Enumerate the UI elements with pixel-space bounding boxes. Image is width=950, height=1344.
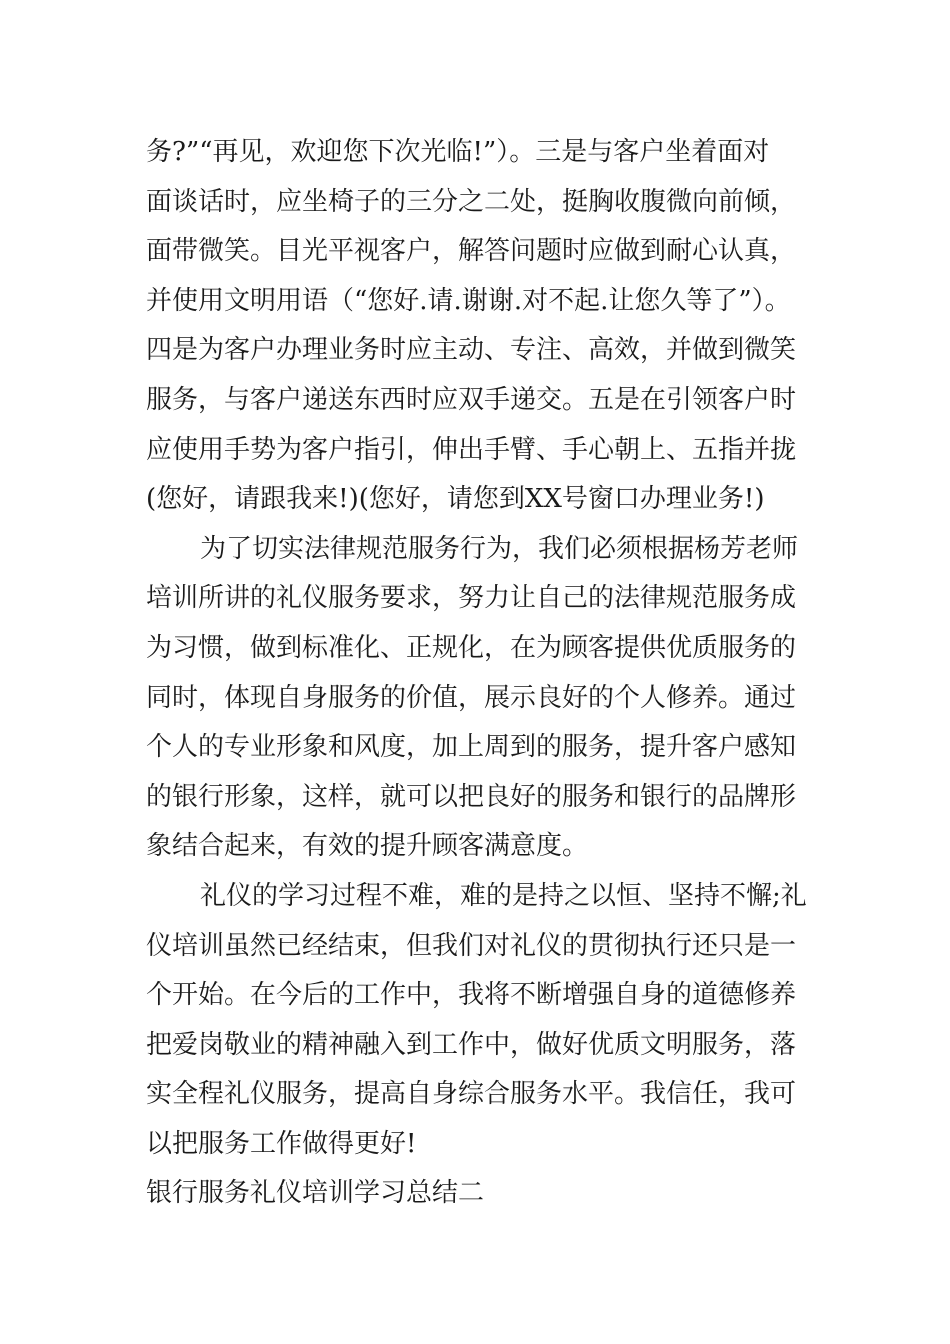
text-line: 并使用文明用语（“您好.请.谢谢.对不起.让您久等了”）。 [146, 285, 791, 316]
paragraph-3 [146, 872, 826, 1170]
text-line: 四是为客户办理业务时应主动、专注、高效，并做到微笑 [146, 335, 797, 366]
text-line: 面带微笑。目光平视客户，解答问题时应做到耐心认真， [146, 236, 797, 267]
paragraph-1 [146, 128, 826, 525]
text-line: 面谈话时，应坐椅子的三分之二处，挺胸收腹微向前倾， [146, 186, 797, 217]
text-line: 服务，与客户递送东西时应双手递交。五是在引领客户时 [146, 384, 797, 415]
section-title: 银行服务礼仪培训学习总结二 [146, 1178, 485, 1209]
paragraph-2 [146, 525, 826, 872]
text-line: 培训所讲的礼仪服务要求，努力让自己的法律规范服务成 [146, 583, 797, 614]
text-line: 以把服务工作做得更好! [146, 1128, 417, 1159]
text-line: 的银行形象，这样，就可以把良好的服务和银行的品牌形 [146, 781, 797, 812]
text-line: 为习惯，做到标准化、正规化，在为顾客提供优质服务的 [146, 632, 797, 663]
text-line: 实全程礼仪服务，提高自身综合服务水平。我信任，我可 [146, 1079, 797, 1110]
text-line: 把爱岗敬业的精神融入到工作中，做好优质文明服务，落 [146, 1029, 797, 1060]
text-line: 礼仪的学习过程不难，难的是持之以恒、坚持不懈;礼 [200, 880, 807, 911]
text-line: 务?”“再见，欢迎您下次光临!”）。三是与客户坐着面对 [146, 137, 770, 167]
document-body [146, 128, 826, 1219]
text-line: 为了切实法律规范服务行为，我们必须根据杨芳老师 [200, 533, 799, 564]
text-line: 个开始。在今后的工作中，我将不断增强自身的道德修养 [146, 980, 797, 1011]
text-line: 个人的专业形象和风度，加上周到的服务，提升客户感知 [146, 732, 797, 763]
text-line: 仪培训虽然已经结束，但我们对礼仪的贯彻执行还只是一 [146, 930, 797, 961]
text-line: 应使用手势为客户指引，伸出手臂、手心朝上、五指并拢 [146, 434, 797, 465]
text-line: (您好，请跟我来!)(您好，请您到XX号窗口办理业务!) [146, 484, 765, 515]
text-line: 同时，体现自身服务的价值，展示良好的个人修养。通过 [146, 682, 797, 713]
text-line: 象结合起来，有效的提升顾客满意度。 [146, 831, 589, 862]
